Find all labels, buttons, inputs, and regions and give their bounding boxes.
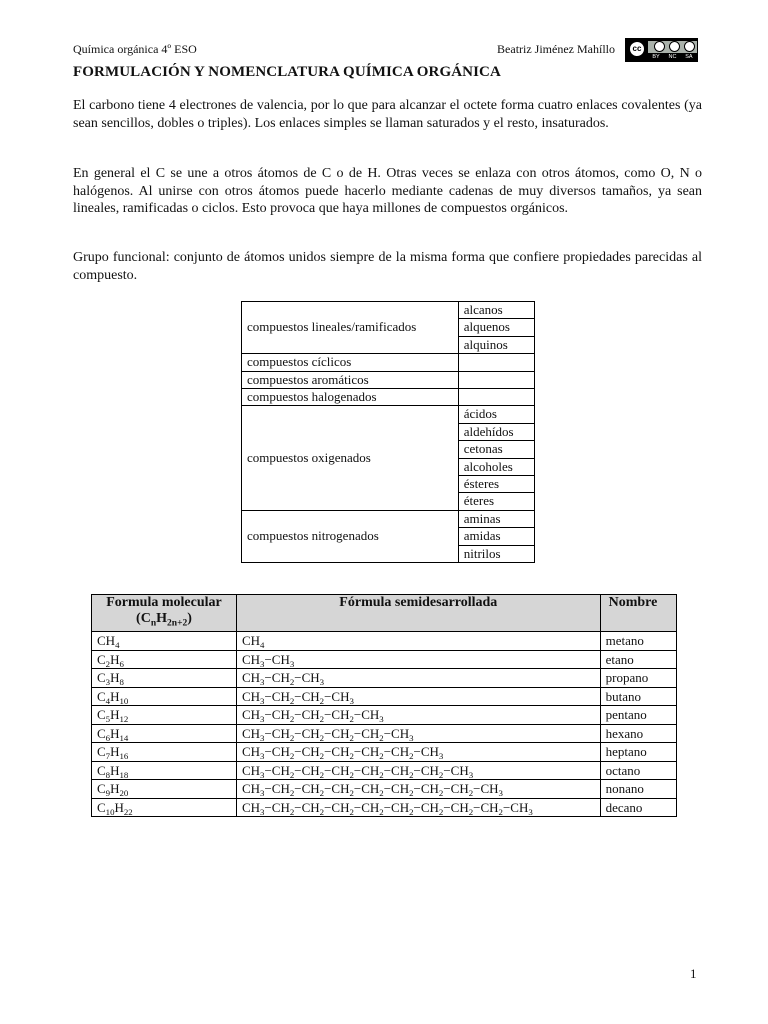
page-header [73, 40, 698, 66]
functional-group-item [458, 389, 534, 406]
semideveloped-formula-cell: $CH_3-CH_2-CH_2-CH_2-CH_2-CH_3$ [236, 724, 600, 743]
semideveloped-formula-cell: $CH_3-CH_3$ [236, 650, 600, 669]
header-semideveloped-formula: Fórmula semidesarrollada [236, 595, 600, 632]
functional-group-item: nitrilos [458, 545, 534, 562]
functional-group-row [242, 354, 535, 371]
paragraph-valence: El carbono tiene 4 electrones de valencia, por lo que para alcanzar el octete forma cuatro enlaces covalentes (ya sean sencillos, dobles o triples). Los enlaces simples se llaman saturados y el resto, insaturados. [73, 98, 702, 131]
molecular-formula-cell: $C_9H_{20}$ [92, 780, 237, 799]
document-title: FORMULACIÓN Y NOMENCLATURA QUÍMICA ORGÁNICA [73, 64, 501, 80]
functional-group-item [458, 371, 534, 388]
alkane-name-cell: butano [600, 687, 676, 706]
alkane-name-cell: heptano [600, 743, 676, 762]
functional-group-category: compuestos cíclicos [242, 354, 459, 371]
cc-logo-icon: cc [628, 40, 646, 58]
semideveloped-formula-cell: $CH_3-CH_2-CH_2-CH_2-CH_3$ [236, 706, 600, 725]
alkane-row [92, 687, 677, 706]
alkane-name-cell: octano [600, 761, 676, 780]
molecular-formula-cell: $C_{10}H_{22}$ [92, 798, 237, 817]
functional-group-item: ésteres [458, 476, 534, 493]
course-label: Química orgánica 4º ESO [73, 42, 197, 56]
alkane-name-cell: pentano [600, 706, 676, 725]
alkane-name-cell: etano [600, 650, 676, 669]
molecular-formula-cell: $C_8H_{18}$ [92, 761, 237, 780]
molecular-formula-cell: $C_7H_{16}$ [92, 743, 237, 762]
functional-group-category: compuestos oxigenados [242, 406, 459, 510]
header-molecular-formula [92, 595, 237, 632]
alkanes-table [91, 594, 677, 817]
license-label-by: BY [652, 54, 660, 60]
license-label-nc: NC [668, 54, 677, 60]
alkane-row [92, 724, 677, 743]
author-name: Beatriz Jiménez Mahíllo [497, 42, 615, 56]
molecular-formula-cell: $C_5H_{12}$ [92, 706, 237, 725]
functional-group-item: alcanos [458, 302, 534, 319]
functional-group-category: compuestos nitrogenados [242, 510, 459, 562]
molecular-formula-cell: $C_6H_{14}$ [92, 724, 237, 743]
alkane-row [92, 780, 677, 799]
functional-group-item: aminas [458, 510, 534, 527]
functional-group-item: alquenos [458, 319, 534, 336]
functional-groups-table [241, 301, 535, 563]
semideveloped-formula-cell: $CH_3-CH_2-CH_2-CH_2-CH_2-CH_2-CH_2-CH_2-CH_3$ [236, 780, 600, 799]
molecular-formula-cell: $CH_4$ [92, 632, 237, 651]
semideveloped-formula-cell: $CH_3-CH_2-CH_2-CH_2-CH_2-CH_2-CH_2-CH_2-CH_2-CH_3$ [236, 798, 600, 817]
functional-group-item: cetonas [458, 441, 534, 458]
header-name: Nombre [600, 595, 676, 632]
alkanes-header-row [92, 595, 677, 632]
sharealike-icon [684, 41, 695, 52]
functional-group-category: compuestos halogenados [242, 389, 459, 406]
alkane-row [92, 706, 677, 725]
functional-group-item: amidas [458, 528, 534, 545]
functional-group-row [242, 389, 535, 406]
functional-group-item [458, 354, 534, 371]
functional-group-category: compuestos aromáticos [242, 371, 459, 388]
paragraph-functional-group: Grupo funcional: conjunto de átomos unidos siempre de la misma forma que confiere propiedades parecidas al compuesto. [73, 250, 702, 283]
functional-group-item: alquinos [458, 336, 534, 353]
functional-group-item: éteres [458, 493, 534, 510]
creative-commons-license-badge[interactable] [625, 38, 698, 62]
alkane-row [92, 743, 677, 762]
alkane-row [92, 650, 677, 669]
alkane-name-cell: decano [600, 798, 676, 817]
functional-group-row [242, 406, 535, 423]
semideveloped-formula-cell: $CH_3-CH_2-CH_3$ [236, 669, 600, 688]
noncommercial-icon [669, 41, 680, 52]
alkane-name-cell: propano [600, 669, 676, 688]
molecular-formula-cell: $C_4H_{10}$ [92, 687, 237, 706]
semideveloped-formula-cell: $CH_3-CH_2-CH_2-CH_2-CH_2-CH_2-CH_2-CH_3$ [236, 761, 600, 780]
alkane-row [92, 761, 677, 780]
molecular-formula-cell: $C_3H_8$ [92, 669, 237, 688]
page-number: 1 [690, 966, 697, 981]
alkane-name-cell: nonano [600, 780, 676, 799]
molecular-formula-cell: $C_2H_6$ [92, 650, 237, 669]
semideveloped-formula-cell: $CH_3-CH_2-CH_2-CH_2-CH_2-CH_2-CH_3$ [236, 743, 600, 762]
functional-group-category: compuestos lineales/ramificados [242, 302, 459, 354]
header-general-formula: $(C_nH_{2n+2})$ [136, 611, 192, 629]
functional-group-item: aldehídos [458, 423, 534, 440]
paragraph-bonding: En general el C se une a otros átomos de C o de H. Otras veces se enlaza con otros átomos, como O, N o halógenos. Al unirse con otros átomos puede hacerlo mediante cadenas de muy diversos tamaños, ya sean lineales, ramificadas o ciclos. Esto provoca que haya millones de compuestos orgánicos. [73, 166, 702, 216]
license-label-sa: SA [685, 54, 693, 60]
functional-group-row [242, 510, 535, 527]
alkane-row [92, 632, 677, 651]
functional-group-item: alcoholes [458, 458, 534, 475]
semideveloped-formula-cell: $CH_4$ [236, 632, 600, 651]
functional-group-row [242, 371, 535, 388]
license-labels [648, 53, 697, 61]
functional-group-row [242, 302, 535, 319]
header-molecular-label: Formula molecular [106, 595, 222, 610]
alkane-row [92, 798, 677, 817]
attribution-icon [654, 41, 665, 52]
functional-group-item: ácidos [458, 406, 534, 423]
alkane-name-cell: metano [600, 632, 676, 651]
alkane-row [92, 669, 677, 688]
alkane-name-cell: hexano [600, 724, 676, 743]
semideveloped-formula-cell: $CH_3-CH_2-CH_2-CH_3$ [236, 687, 600, 706]
